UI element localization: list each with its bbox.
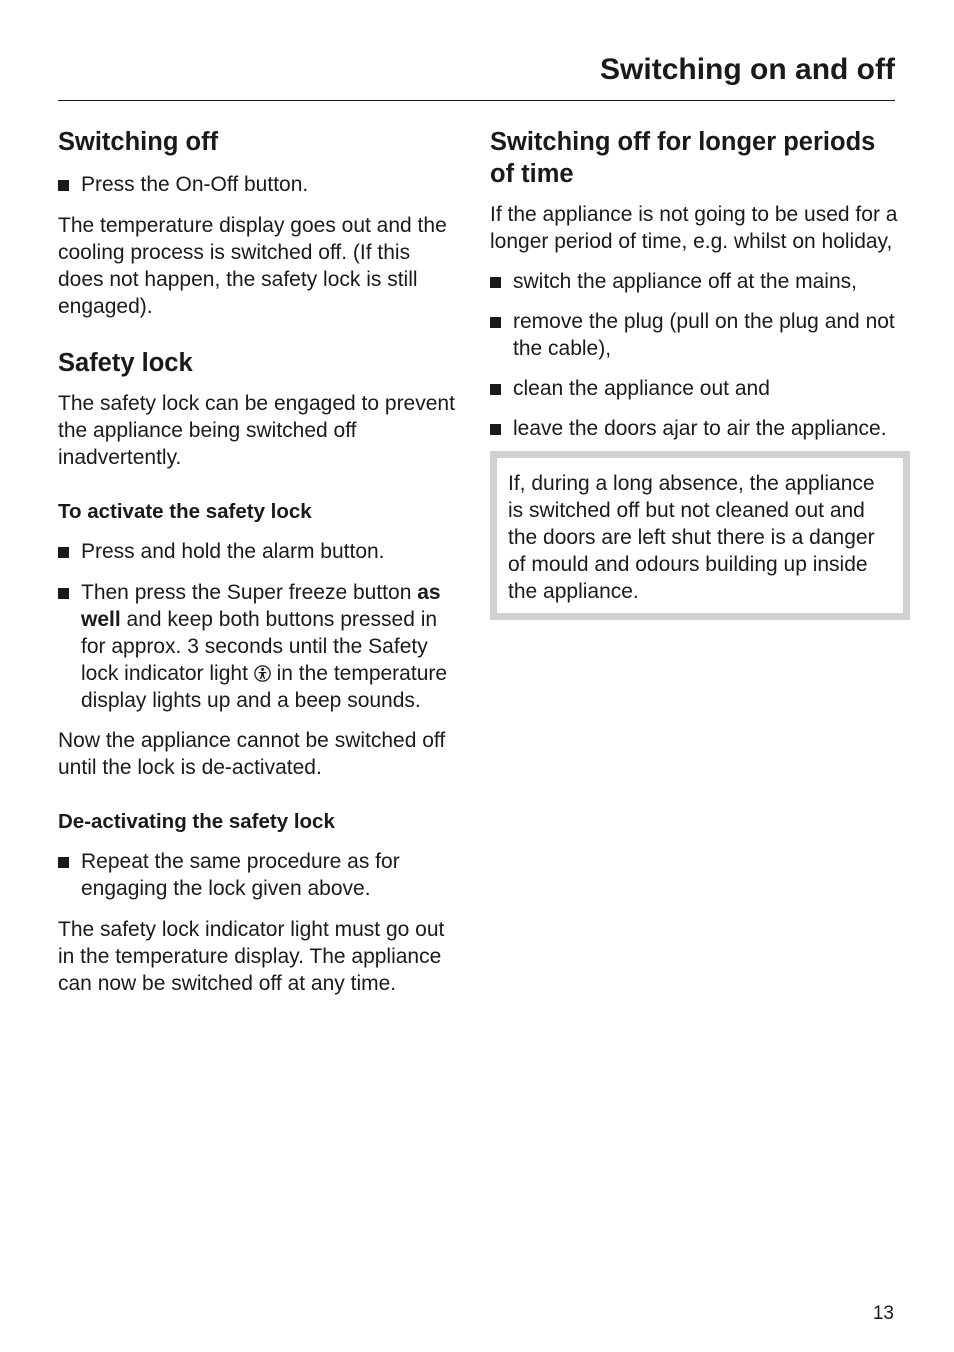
bullet-square-icon (490, 317, 501, 328)
bullet-square-icon (490, 384, 501, 395)
paragraph: If the appliance is not going to be used for a longer period of time, e.g. whilst on holiday, (490, 203, 898, 253)
bullet-text: leave the doors ajar to air the appliance. (513, 417, 887, 440)
page-title: Switching on and off (600, 53, 895, 86)
bullet-text: remove the plug (pull on the plug and not the cable), (513, 310, 895, 360)
paragraph: The temperature display goes out and the cooling process is switched off. (If this does not happen, the safety lock is still engaged). (58, 214, 447, 318)
right-column (490, 124, 898, 620)
heading-safety-lock: Safety lock (58, 349, 193, 377)
note-box (490, 451, 910, 620)
list-item (490, 375, 898, 402)
paragraph: Now the appliance cannot be switched off until the lock is de-activated. (58, 729, 446, 779)
bullet-text-bold: as well (81, 581, 441, 631)
list-item (58, 538, 458, 565)
heading-activate-safety-lock: To activate the safety lock (58, 500, 312, 523)
heading-longer-periods: Switching off for longer periods of time (490, 128, 876, 188)
bullet-text: clean the appliance out and (513, 377, 770, 400)
list-item (58, 579, 458, 714)
list-item (58, 171, 458, 198)
bullet-text: switch the appliance off at the mains, (513, 270, 857, 293)
left-column (58, 124, 458, 997)
note-text: If, during a long absence, the appliance is switched off but not cleaned out and the doors are left shut there is a danger of mould and odours building up inside the appliance. (508, 472, 875, 603)
bullet-text: Press and hold the alarm button. (81, 540, 385, 563)
page-number: 13 (872, 1303, 894, 1324)
bullet-square-icon (490, 277, 501, 288)
bullet-text: Press the On-Off button. (81, 173, 309, 196)
bullet-square-icon (58, 588, 69, 599)
paragraph: The safety lock indicator light must go out in the temperature display. The appliance can now be switched off at any time. (58, 918, 445, 995)
bullet-square-icon (58, 857, 69, 868)
list-item (490, 415, 898, 442)
list-item (490, 308, 898, 362)
bullet-square-icon (58, 547, 69, 558)
heading-switching-off: Switching off (58, 128, 219, 156)
list-item (58, 848, 458, 902)
bullet-text: in the temperature display lights up and a beep sounds. (81, 662, 448, 712)
list-item (490, 268, 898, 295)
bullet-square-icon (490, 424, 501, 435)
child-lock-icon (254, 665, 271, 682)
bullet-text: Then press the Super freeze button (81, 581, 412, 604)
heading-deactivate-safety-lock: De-activating the safety lock (58, 810, 335, 833)
bullet-text: Repeat the same procedure as for engaging the lock given above. (81, 850, 400, 900)
header-divider (58, 100, 895, 101)
paragraph: The safety lock can be engaged to prevent the appliance being switched off inadvertently. (58, 392, 455, 469)
bullet-text: and keep both buttons pressed in for approx. 3 seconds until the Safety lock indicator light (81, 608, 438, 685)
bullet-square-icon (58, 180, 69, 191)
